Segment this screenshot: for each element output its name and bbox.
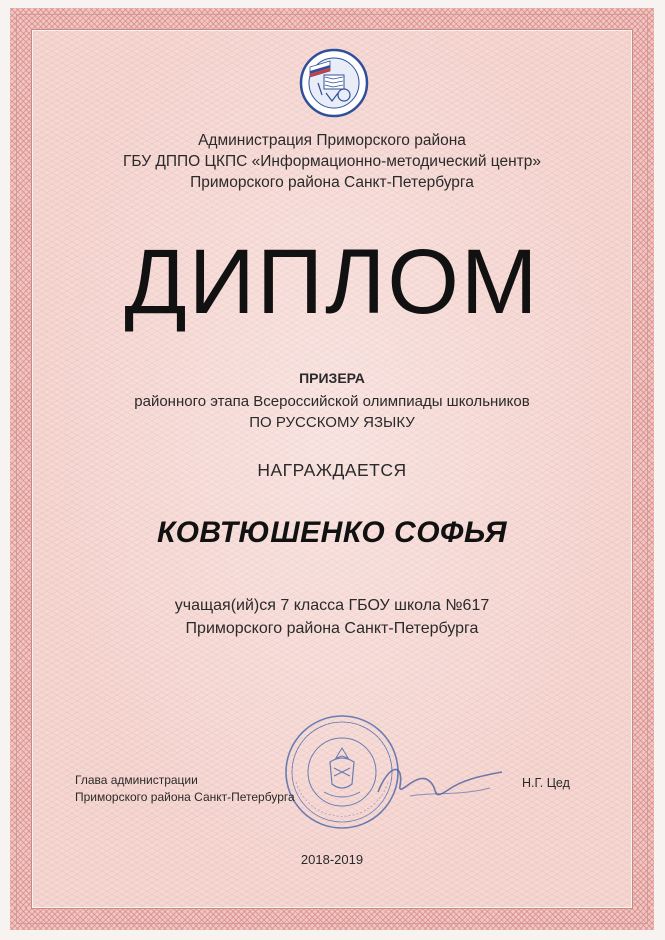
recipient-line-1: учащая(ий)ся 7 класса ГБОУ школа №617 — [174, 597, 490, 614]
signatory-position — [75, 772, 295, 806]
olympiad-emblem-icon — [296, 45, 372, 121]
awarded-label: НАГРАЖДАЕТСЯ — [257, 460, 407, 480]
signatory-position-line-1: Глава администрации — [75, 773, 198, 787]
organization-line-2: ГБУ ДППО ЦКПС «Информационно-методический центр» — [122, 153, 542, 170]
diploma-title: ДИПЛОМ — [124, 231, 540, 333]
diploma-grade: ПРИЗЕРА — [299, 370, 365, 386]
academic-year: 2018-2019 — [300, 852, 364, 867]
organization-line-1: Администрация Приморского района — [198, 132, 466, 149]
recipient-line-2: Приморского района Санкт-Петербурга — [185, 620, 479, 637]
recipient-details — [33, 594, 631, 640]
organization-line-3: Приморского района Санкт-Петербурга — [190, 174, 474, 191]
stage-line-1: районного этапа Всероссийской олимпиады школьников — [134, 393, 530, 410]
organization-block — [33, 130, 631, 193]
recipient-name: КОВТЮШЕНКО СОФЬЯ — [157, 516, 507, 549]
signatory-position-line-2: Приморского района Санкт-Петербурга — [75, 790, 295, 804]
signature-icon — [370, 752, 510, 812]
stage-description — [33, 391, 631, 433]
stage-line-2: ПО РУССКОМУ ЯЗЫКУ — [249, 414, 415, 431]
signatory-name: Н.Г. Цед — [522, 776, 570, 790]
